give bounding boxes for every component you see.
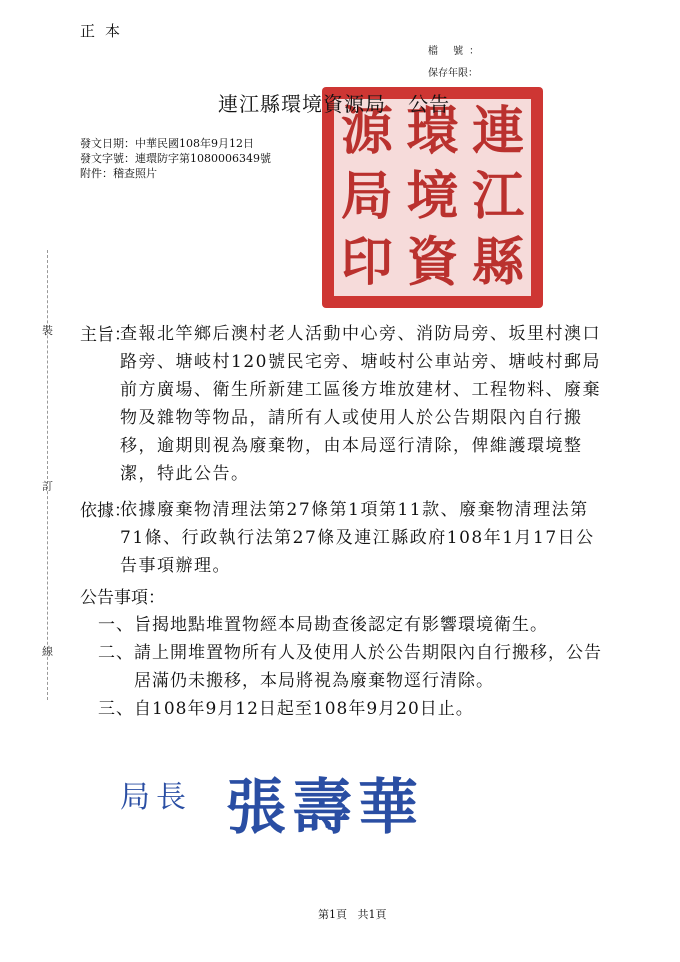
basis-text: 依據廢棄物清理法第27條第1項第11款、廢棄物清理法第71條、行政執行法第27條及連江縣政府108年1月17日公告事項辦理。 xyxy=(120,500,595,576)
attachment-note: 附件：稽查照片 xyxy=(80,167,157,180)
subject-text: 查報北竿鄉后澳村老人活動中心旁、消防局旁、坂里村澳口路旁、塘岐村120號民宅旁、塘岐村公車站旁、塘岐村郵局前方廣場、衛生所新建工區後方堆放建材、工程物料、廢棄物及雜物等物品，請所有人或使用人於公告期限內自行搬移，逾期則視為廢棄物，由本局逕行清除，俾維護環境整潔，特此公告。 xyxy=(120,324,601,484)
binding-line xyxy=(47,250,48,700)
notice-item-number: 二、 xyxy=(98,643,134,663)
document-number: 發文字號：連環防字第1080006349號 xyxy=(80,152,271,165)
notice-item-text: 自108年9月12日起至108年9月20日止。 xyxy=(134,699,474,719)
seal-character: 印 xyxy=(340,232,393,294)
notice-item xyxy=(90,611,610,639)
seal-character: 源 xyxy=(340,100,393,162)
seal-character: 環 xyxy=(406,100,459,162)
seal-character: 江 xyxy=(472,166,525,228)
notice-item xyxy=(90,695,610,723)
issue-date: 發文日期：中華民國108年9月12日 xyxy=(80,137,254,150)
copy-mark: 正本 xyxy=(80,22,131,40)
seal-character: 連 xyxy=(472,100,525,162)
page-number: 第1頁 共1頁 xyxy=(318,908,387,921)
official-seal xyxy=(322,87,543,308)
document-title: 連江縣環境資源局 公告 xyxy=(218,92,451,116)
retention-period-label: 保存年限： xyxy=(428,68,478,79)
director-label: 局長 xyxy=(120,780,192,815)
notice-item-text: 旨揭地點堆置物經本局勘查後認定有影響環境衛生。 xyxy=(134,615,548,635)
basis-label: 依據： xyxy=(80,501,131,521)
seal-character: 局 xyxy=(340,166,393,228)
file-number-label: 檔 號： xyxy=(428,46,486,57)
notice-items-label: 公告事項： xyxy=(80,588,165,608)
binding-mark-middle: 訂 xyxy=(42,480,53,493)
subject-label: 主旨： xyxy=(80,325,131,345)
seal-character: 境 xyxy=(406,166,459,228)
binding-mark-bottom: 線 xyxy=(42,645,53,658)
seal-character: 縣 xyxy=(472,232,525,294)
seal-character: 資 xyxy=(406,232,459,294)
binding-mark-top: 裝 xyxy=(42,324,53,337)
notice-item-number: 三、 xyxy=(98,699,134,719)
director-signature: 張壽華 xyxy=(226,773,424,843)
notice-item xyxy=(90,639,610,695)
notice-item-text: 請上開堆置物所有人及使用人於公告期限內自行搬移，公告居滿仍未搬移，本局將視為廢棄物逕行清除。 xyxy=(134,643,602,691)
seal-characters xyxy=(334,99,531,296)
notice-item-number: 一、 xyxy=(98,615,134,635)
